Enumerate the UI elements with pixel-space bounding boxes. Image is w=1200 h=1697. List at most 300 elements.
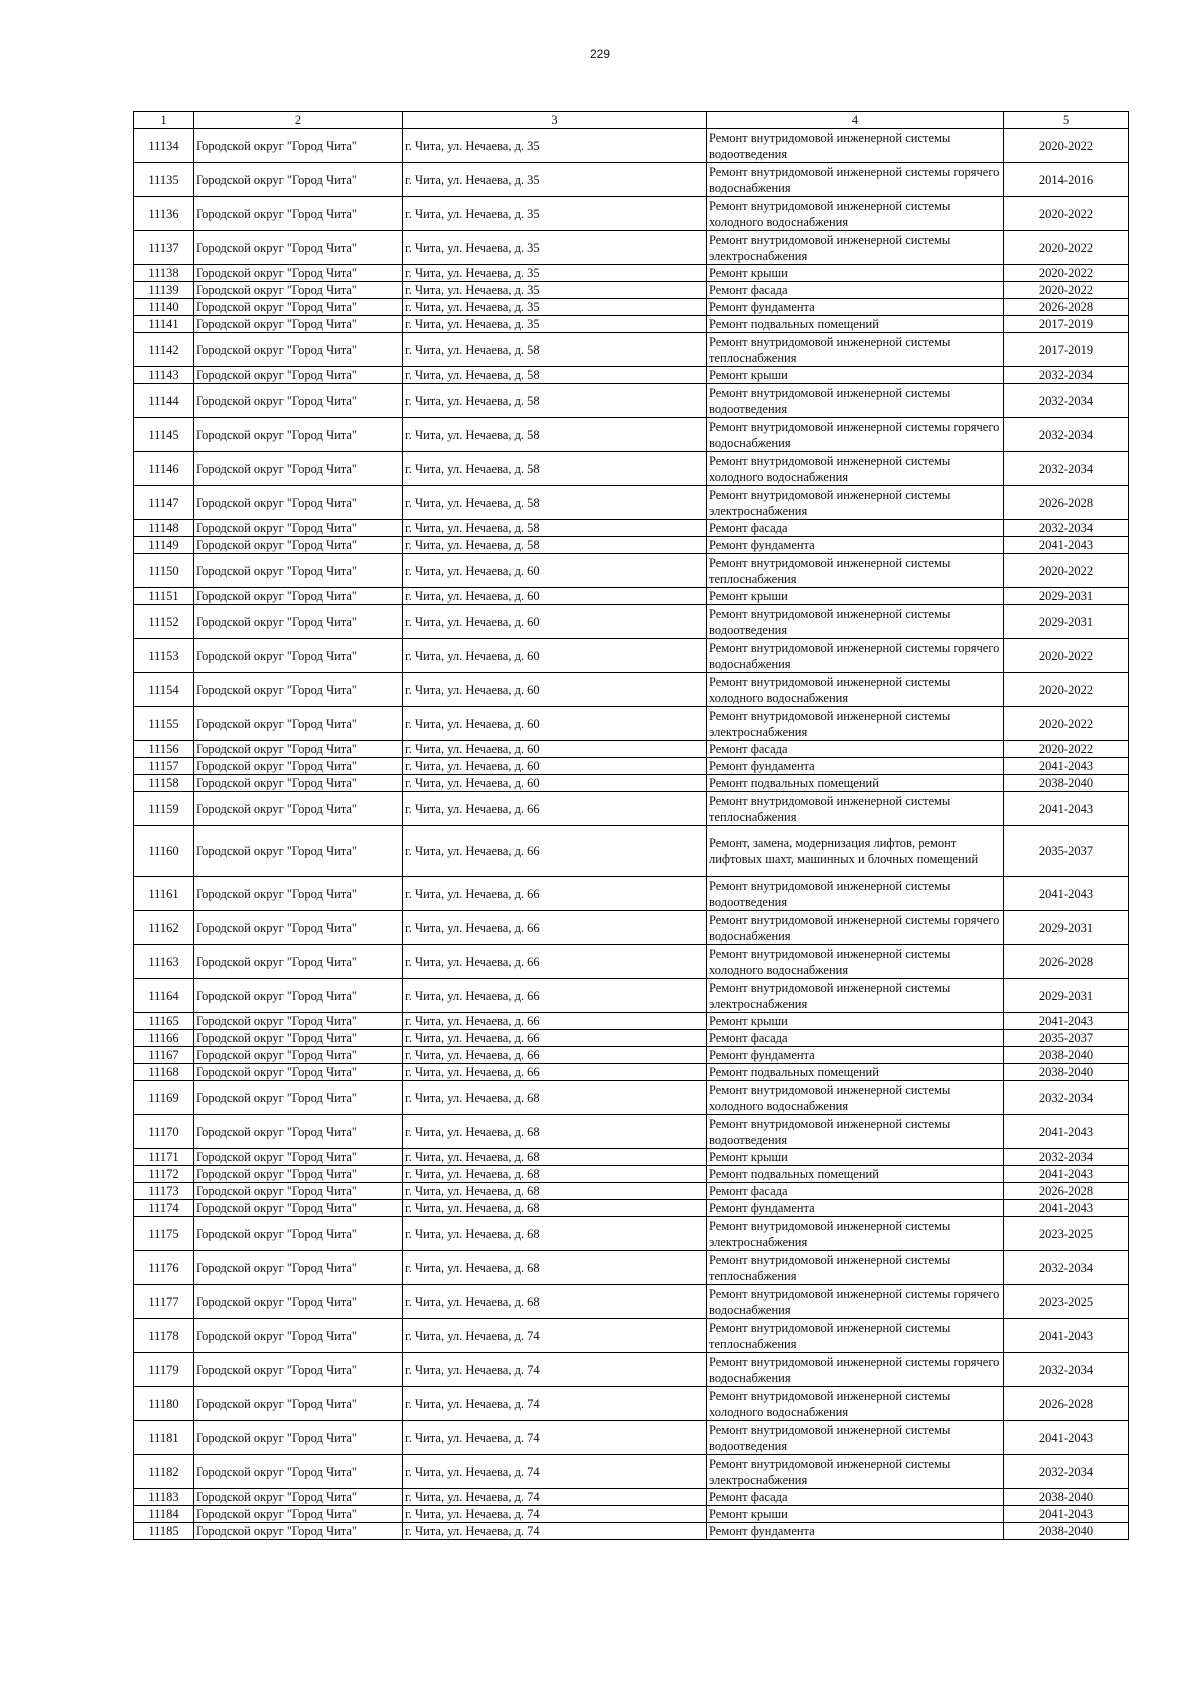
table-row [134, 673, 1129, 707]
cell-address: г. Чита, ул. Нечаева, д. 74 [403, 1455, 707, 1489]
column-header-1: 1 [134, 112, 194, 129]
cell-municipality: Городской округ "Город Чита" [194, 1251, 403, 1285]
cell-address: г. Чита, ул. Нечаева, д. 68 [403, 1183, 707, 1200]
cell-municipality: Городской округ "Город Чита" [194, 639, 403, 673]
table-row [134, 639, 1129, 673]
cell-work-type: Ремонт фасада [707, 1030, 1004, 1047]
cell-municipality: Городской округ "Город Чита" [194, 877, 403, 911]
cell-municipality: Городской округ "Город Чита" [194, 265, 403, 282]
cell-address: г. Чита, ул. Нечаева, д. 66 [403, 1013, 707, 1030]
cell-municipality: Городской округ "Город Чита" [194, 554, 403, 588]
cell-municipality: Городской округ "Город Чита" [194, 1047, 403, 1064]
cell-address: г. Чита, ул. Нечаева, д. 35 [403, 265, 707, 282]
cell-work-type: Ремонт внутридомовой инженерной системы водоотведения [707, 1421, 1004, 1455]
cell-period: 2041-2043 [1004, 1421, 1129, 1455]
table-row [134, 1149, 1129, 1166]
cell-work-type: Ремонт крыши [707, 1149, 1004, 1166]
cell-row-number: 11146 [134, 452, 194, 486]
cell-address: г. Чита, ул. Нечаева, д. 58 [403, 486, 707, 520]
cell-period: 2026-2028 [1004, 945, 1129, 979]
table-row [134, 1183, 1129, 1200]
cell-municipality: Городской округ "Город Чита" [194, 452, 403, 486]
cell-row-number: 11170 [134, 1115, 194, 1149]
cell-row-number: 11178 [134, 1319, 194, 1353]
table-row [134, 316, 1129, 333]
table-row [134, 826, 1129, 877]
cell-address: г. Чита, ул. Нечаева, д. 60 [403, 639, 707, 673]
cell-period: 2014-2016 [1004, 163, 1129, 197]
cell-work-type: Ремонт, замена, модернизация лифтов, ремонт лифтовых шахт, машинных и блочных помещений [707, 826, 1004, 877]
cell-row-number: 11152 [134, 605, 194, 639]
table-row [134, 537, 1129, 554]
cell-municipality: Городской округ "Город Чита" [194, 1149, 403, 1166]
cell-work-type: Ремонт внутридомовой инженерной системы горячего водоснабжения [707, 639, 1004, 673]
cell-period: 2041-2043 [1004, 1319, 1129, 1353]
cell-work-type: Ремонт внутридомовой инженерной системы горячего водоснабжения [707, 163, 1004, 197]
cell-row-number: 11159 [134, 792, 194, 826]
table-row [134, 588, 1129, 605]
cell-row-number: 11172 [134, 1166, 194, 1183]
table-row [134, 452, 1129, 486]
cell-period: 2038-2040 [1004, 1047, 1129, 1064]
cell-work-type: Ремонт фундамента [707, 1200, 1004, 1217]
cell-period: 2041-2043 [1004, 758, 1129, 775]
cell-municipality: Городской округ "Город Чита" [194, 911, 403, 945]
cell-municipality: Городской округ "Город Чита" [194, 741, 403, 758]
cell-row-number: 11141 [134, 316, 194, 333]
table-row [134, 1064, 1129, 1081]
cell-row-number: 11142 [134, 333, 194, 367]
cell-municipality: Городской округ "Город Чита" [194, 1285, 403, 1319]
cell-work-type: Ремонт внутридомовой инженерной системы водоотведения [707, 605, 1004, 639]
cell-work-type: Ремонт внутридомовой инженерной системы горячего водоснабжения [707, 1353, 1004, 1387]
cell-address: г. Чита, ул. Нечаева, д. 66 [403, 1064, 707, 1081]
cell-municipality: Городской округ "Город Чита" [194, 163, 403, 197]
cell-row-number: 11165 [134, 1013, 194, 1030]
cell-row-number: 11148 [134, 520, 194, 537]
cell-period: 2032-2034 [1004, 1251, 1129, 1285]
table-row [134, 231, 1129, 265]
cell-work-type: Ремонт внутридомовой инженерной системы теплоснабжения [707, 1251, 1004, 1285]
table-row [134, 1166, 1129, 1183]
table-row [134, 605, 1129, 639]
cell-row-number: 11169 [134, 1081, 194, 1115]
cell-row-number: 11162 [134, 911, 194, 945]
cell-period: 2020-2022 [1004, 639, 1129, 673]
cell-work-type: Ремонт крыши [707, 1506, 1004, 1523]
cell-address: г. Чита, ул. Нечаева, д. 66 [403, 945, 707, 979]
cell-row-number: 11134 [134, 129, 194, 163]
cell-work-type: Ремонт внутридомовой инженерной системы теплоснабжения [707, 1319, 1004, 1353]
cell-address: г. Чита, ул. Нечаева, д. 58 [403, 537, 707, 554]
cell-municipality: Городской округ "Город Чита" [194, 231, 403, 265]
cell-work-type: Ремонт внутридомовой инженерной системы холодного водоснабжения [707, 1387, 1004, 1421]
cell-row-number: 11180 [134, 1387, 194, 1421]
table-row [134, 1047, 1129, 1064]
table-row [134, 911, 1129, 945]
cell-address: г. Чита, ул. Нечаева, д. 74 [403, 1523, 707, 1540]
cell-address: г. Чита, ул. Нечаева, д. 60 [403, 775, 707, 792]
cell-address: г. Чита, ул. Нечаева, д. 60 [403, 554, 707, 588]
cell-work-type: Ремонт внутридомовой инженерной системы горячего водоснабжения [707, 418, 1004, 452]
cell-row-number: 11184 [134, 1506, 194, 1523]
cell-address: г. Чита, ул. Нечаева, д. 74 [403, 1319, 707, 1353]
column-header-5: 5 [1004, 112, 1129, 129]
cell-period: 2026-2028 [1004, 1387, 1129, 1421]
cell-municipality: Городской округ "Город Чита" [194, 282, 403, 299]
cell-period: 2023-2025 [1004, 1285, 1129, 1319]
table-row [134, 1489, 1129, 1506]
cell-row-number: 11182 [134, 1455, 194, 1489]
cell-row-number: 11167 [134, 1047, 194, 1064]
cell-period: 2032-2034 [1004, 1081, 1129, 1115]
cell-work-type: Ремонт внутридомовой инженерной системы холодного водоснабжения [707, 452, 1004, 486]
cell-work-type: Ремонт внутридомовой инженерной системы электроснабжения [707, 486, 1004, 520]
cell-row-number: 11150 [134, 554, 194, 588]
cell-work-type: Ремонт внутридомовой инженерной системы холодного водоснабжения [707, 1081, 1004, 1115]
cell-municipality: Городской округ "Город Чита" [194, 826, 403, 877]
cell-row-number: 11168 [134, 1064, 194, 1081]
table-row [134, 1217, 1129, 1251]
cell-address: г. Чита, ул. Нечаева, д. 68 [403, 1251, 707, 1285]
cell-period: 2032-2034 [1004, 418, 1129, 452]
cell-row-number: 11171 [134, 1149, 194, 1166]
cell-address: г. Чита, ул. Нечаева, д. 60 [403, 758, 707, 775]
cell-municipality: Городской округ "Город Чита" [194, 979, 403, 1013]
cell-work-type: Ремонт крыши [707, 1013, 1004, 1030]
table-row [134, 520, 1129, 537]
cell-period: 2020-2022 [1004, 673, 1129, 707]
cell-address: г. Чита, ул. Нечаева, д. 66 [403, 1030, 707, 1047]
cell-address: г. Чита, ул. Нечаева, д. 68 [403, 1115, 707, 1149]
repair-schedule-table [133, 111, 1129, 1540]
table-row [134, 1506, 1129, 1523]
cell-period: 2041-2043 [1004, 1115, 1129, 1149]
cell-row-number: 11140 [134, 299, 194, 316]
cell-municipality: Городской округ "Город Чита" [194, 486, 403, 520]
table-row [134, 197, 1129, 231]
cell-work-type: Ремонт внутридомовой инженерной системы теплоснабжения [707, 792, 1004, 826]
cell-work-type: Ремонт внутридомовой инженерной системы теплоснабжения [707, 554, 1004, 588]
cell-period: 2038-2040 [1004, 1064, 1129, 1081]
cell-address: г. Чита, ул. Нечаева, д. 74 [403, 1506, 707, 1523]
table-row [134, 384, 1129, 418]
cell-work-type: Ремонт фасада [707, 1489, 1004, 1506]
cell-address: г. Чита, ул. Нечаева, д. 60 [403, 605, 707, 639]
cell-address: г. Чита, ул. Нечаева, д. 35 [403, 163, 707, 197]
cell-address: г. Чита, ул. Нечаева, д. 35 [403, 129, 707, 163]
cell-work-type: Ремонт внутридомовой инженерной системы электроснабжения [707, 1455, 1004, 1489]
cell-work-type: Ремонт внутридомовой инженерной системы горячего водоснабжения [707, 911, 1004, 945]
cell-address: г. Чита, ул. Нечаева, д. 68 [403, 1081, 707, 1115]
table-row [134, 741, 1129, 758]
cell-work-type: Ремонт внутридомовой инженерной системы теплоснабжения [707, 333, 1004, 367]
table-row [134, 792, 1129, 826]
cell-municipality: Городской округ "Город Чита" [194, 1506, 403, 1523]
cell-municipality: Городской округ "Город Чита" [194, 1217, 403, 1251]
header-row [134, 112, 1129, 129]
cell-row-number: 11160 [134, 826, 194, 877]
table-row [134, 1353, 1129, 1387]
table-row [134, 163, 1129, 197]
cell-work-type: Ремонт фундамента [707, 1523, 1004, 1540]
cell-address: г. Чита, ул. Нечаева, д. 66 [403, 826, 707, 877]
cell-period: 2032-2034 [1004, 1455, 1129, 1489]
table-row [134, 1455, 1129, 1489]
cell-row-number: 11173 [134, 1183, 194, 1200]
cell-row-number: 11138 [134, 265, 194, 282]
cell-period: 2032-2034 [1004, 1353, 1129, 1387]
cell-address: г. Чита, ул. Нечаева, д. 35 [403, 197, 707, 231]
cell-row-number: 11179 [134, 1353, 194, 1387]
cell-row-number: 11137 [134, 231, 194, 265]
table-row [134, 945, 1129, 979]
cell-work-type: Ремонт внутридомовой инженерной системы водоотведения [707, 129, 1004, 163]
cell-row-number: 11183 [134, 1489, 194, 1506]
cell-period: 2032-2034 [1004, 520, 1129, 537]
cell-municipality: Городской округ "Город Чита" [194, 1319, 403, 1353]
cell-row-number: 11158 [134, 775, 194, 792]
cell-work-type: Ремонт внутридомовой инженерной системы электроснабжения [707, 979, 1004, 1013]
cell-work-type: Ремонт подвальных помещений [707, 316, 1004, 333]
table-row [134, 707, 1129, 741]
cell-address: г. Чита, ул. Нечаева, д. 58 [403, 520, 707, 537]
cell-address: г. Чита, ул. Нечаева, д. 60 [403, 741, 707, 758]
cell-municipality: Городской округ "Город Чита" [194, 1200, 403, 1217]
table-row [134, 1200, 1129, 1217]
cell-municipality: Городской округ "Город Чита" [194, 673, 403, 707]
cell-work-type: Ремонт подвальных помещений [707, 1064, 1004, 1081]
cell-period: 2020-2022 [1004, 707, 1129, 741]
cell-address: г. Чита, ул. Нечаева, д. 66 [403, 1047, 707, 1064]
cell-row-number: 11175 [134, 1217, 194, 1251]
table-row [134, 299, 1129, 316]
cell-period: 2041-2043 [1004, 1166, 1129, 1183]
cell-period: 2041-2043 [1004, 1013, 1129, 1030]
cell-row-number: 11144 [134, 384, 194, 418]
cell-row-number: 11139 [134, 282, 194, 299]
cell-period: 2041-2043 [1004, 877, 1129, 911]
cell-work-type: Ремонт подвальных помещений [707, 1166, 1004, 1183]
cell-municipality: Городской округ "Город Чита" [194, 384, 403, 418]
cell-row-number: 11135 [134, 163, 194, 197]
table-body [134, 129, 1129, 1540]
cell-work-type: Ремонт внутридомовой инженерной системы водоотведения [707, 1115, 1004, 1149]
cell-work-type: Ремонт фасада [707, 1183, 1004, 1200]
cell-work-type: Ремонт внутридомовой инженерной системы холодного водоснабжения [707, 673, 1004, 707]
cell-period: 2020-2022 [1004, 129, 1129, 163]
cell-address: г. Чита, ул. Нечаева, д. 74 [403, 1387, 707, 1421]
table-row [134, 129, 1129, 163]
table-row [134, 1319, 1129, 1353]
cell-address: г. Чита, ул. Нечаева, д. 74 [403, 1421, 707, 1455]
cell-period: 2041-2043 [1004, 792, 1129, 826]
cell-row-number: 11161 [134, 877, 194, 911]
cell-row-number: 11143 [134, 367, 194, 384]
cell-row-number: 11153 [134, 639, 194, 673]
cell-address: г. Чита, ул. Нечаева, д. 74 [403, 1489, 707, 1506]
cell-address: г. Чита, ул. Нечаева, д. 35 [403, 231, 707, 265]
cell-municipality: Городской округ "Город Чита" [194, 367, 403, 384]
cell-period: 2038-2040 [1004, 1523, 1129, 1540]
column-header-2: 2 [194, 112, 403, 129]
cell-address: г. Чита, ул. Нечаева, д. 35 [403, 299, 707, 316]
cell-municipality: Городской округ "Город Чита" [194, 605, 403, 639]
cell-row-number: 11166 [134, 1030, 194, 1047]
cell-work-type: Ремонт внутридомовой инженерной системы водоотведения [707, 384, 1004, 418]
cell-work-type: Ремонт внутридомовой инженерной системы электроснабжения [707, 231, 1004, 265]
cell-period: 2041-2043 [1004, 537, 1129, 554]
cell-row-number: 11147 [134, 486, 194, 520]
table-row [134, 333, 1129, 367]
table-row [134, 282, 1129, 299]
cell-work-type: Ремонт внутридомовой инженерной системы электроснабжения [707, 1217, 1004, 1251]
cell-period: 2032-2034 [1004, 367, 1129, 384]
cell-period: 2020-2022 [1004, 197, 1129, 231]
cell-period: 2032-2034 [1004, 1149, 1129, 1166]
cell-period: 2017-2019 [1004, 333, 1129, 367]
cell-address: г. Чита, ул. Нечаева, д. 58 [403, 418, 707, 452]
cell-period: 2041-2043 [1004, 1506, 1129, 1523]
cell-period: 2029-2031 [1004, 588, 1129, 605]
cell-work-type: Ремонт подвальных помещений [707, 775, 1004, 792]
cell-period: 2026-2028 [1004, 299, 1129, 316]
table-row [134, 367, 1129, 384]
cell-row-number: 11155 [134, 707, 194, 741]
page-number: 229 [589, 47, 611, 61]
cell-address: г. Чита, ул. Нечаева, д. 68 [403, 1285, 707, 1319]
cell-period: 2020-2022 [1004, 282, 1129, 299]
cell-work-type: Ремонт фасада [707, 282, 1004, 299]
cell-work-type: Ремонт внутридомовой инженерной системы холодного водоснабжения [707, 197, 1004, 231]
cell-row-number: 11177 [134, 1285, 194, 1319]
cell-address: г. Чита, ул. Нечаева, д. 68 [403, 1166, 707, 1183]
cell-work-type: Ремонт фундамента [707, 1047, 1004, 1064]
table-row [134, 1251, 1129, 1285]
cell-municipality: Городской округ "Город Чита" [194, 1489, 403, 1506]
cell-municipality: Городской округ "Город Чита" [194, 1387, 403, 1421]
cell-address: г. Чита, ул. Нечаева, д. 58 [403, 452, 707, 486]
cell-municipality: Городской округ "Город Чита" [194, 1064, 403, 1081]
cell-work-type: Ремонт фасада [707, 741, 1004, 758]
cell-row-number: 11163 [134, 945, 194, 979]
table-row [134, 418, 1129, 452]
cell-address: г. Чита, ул. Нечаева, д. 74 [403, 1353, 707, 1387]
table-row [134, 1421, 1129, 1455]
cell-address: г. Чита, ул. Нечаева, д. 58 [403, 333, 707, 367]
table-row [134, 979, 1129, 1013]
cell-municipality: Городской округ "Город Чита" [194, 129, 403, 163]
cell-municipality: Городской округ "Город Чита" [194, 945, 403, 979]
table-row [134, 758, 1129, 775]
cell-municipality: Городской округ "Город Чита" [194, 316, 403, 333]
cell-work-type: Ремонт внутридомовой инженерной системы холодного водоснабжения [707, 945, 1004, 979]
cell-row-number: 11149 [134, 537, 194, 554]
cell-municipality: Городской округ "Город Чита" [194, 1115, 403, 1149]
cell-period: 2041-2043 [1004, 1200, 1129, 1217]
column-header-4: 4 [707, 112, 1004, 129]
cell-address: г. Чита, ул. Нечаева, д. 66 [403, 792, 707, 826]
cell-municipality: Городской округ "Город Чита" [194, 333, 403, 367]
cell-municipality: Городской округ "Город Чита" [194, 1166, 403, 1183]
cell-row-number: 11157 [134, 758, 194, 775]
table-header [134, 112, 1129, 129]
cell-address: г. Чита, ул. Нечаева, д. 58 [403, 367, 707, 384]
cell-work-type: Ремонт фундамента [707, 537, 1004, 554]
cell-row-number: 11154 [134, 673, 194, 707]
cell-work-type: Ремонт крыши [707, 265, 1004, 282]
cell-municipality: Городской округ "Город Чита" [194, 299, 403, 316]
cell-address: г. Чита, ул. Нечаева, д. 60 [403, 707, 707, 741]
cell-period: 2020-2022 [1004, 554, 1129, 588]
cell-municipality: Городской округ "Город Чита" [194, 775, 403, 792]
table-row [134, 1115, 1129, 1149]
cell-period: 2020-2022 [1004, 741, 1129, 758]
cell-address: г. Чита, ул. Нечаева, д. 66 [403, 911, 707, 945]
cell-period: 2023-2025 [1004, 1217, 1129, 1251]
cell-period: 2032-2034 [1004, 452, 1129, 486]
cell-work-type: Ремонт крыши [707, 588, 1004, 605]
cell-period: 2026-2028 [1004, 1183, 1129, 1200]
cell-municipality: Городской округ "Город Чита" [194, 758, 403, 775]
cell-municipality: Городской округ "Город Чита" [194, 1013, 403, 1030]
cell-work-type: Ремонт внутридомовой инженерной системы горячего водоснабжения [707, 1285, 1004, 1319]
table-row [134, 1285, 1129, 1319]
cell-row-number: 11145 [134, 418, 194, 452]
cell-period: 2038-2040 [1004, 1489, 1129, 1506]
cell-municipality: Городской округ "Город Чита" [194, 1421, 403, 1455]
table-row [134, 1387, 1129, 1421]
cell-work-type: Ремонт внутридомовой инженерной системы электроснабжения [707, 707, 1004, 741]
cell-period: 2035-2037 [1004, 1030, 1129, 1047]
cell-work-type: Ремонт фасада [707, 520, 1004, 537]
cell-work-type: Ремонт внутридомовой инженерной системы водоотведения [707, 877, 1004, 911]
cell-work-type: Ремонт фундамента [707, 758, 1004, 775]
column-header-3: 3 [403, 112, 707, 129]
table-row [134, 775, 1129, 792]
cell-period: 2029-2031 [1004, 605, 1129, 639]
cell-address: г. Чита, ул. Нечаева, д. 66 [403, 877, 707, 911]
cell-period: 2029-2031 [1004, 911, 1129, 945]
table-row [134, 265, 1129, 282]
cell-municipality: Городской округ "Город Чита" [194, 792, 403, 826]
cell-municipality: Городской округ "Город Чита" [194, 1455, 403, 1489]
cell-address: г. Чита, ул. Нечаева, д. 58 [403, 384, 707, 418]
cell-address: г. Чита, ул. Нечаева, д. 68 [403, 1149, 707, 1166]
cell-municipality: Городской округ "Город Чита" [194, 1523, 403, 1540]
cell-address: г. Чита, ул. Нечаева, д. 60 [403, 673, 707, 707]
table-row [134, 1013, 1129, 1030]
cell-row-number: 11164 [134, 979, 194, 1013]
cell-municipality: Городской округ "Город Чита" [194, 588, 403, 605]
cell-period: 2020-2022 [1004, 231, 1129, 265]
cell-municipality: Городской округ "Город Чита" [194, 520, 403, 537]
cell-address: г. Чита, ул. Нечаева, д. 66 [403, 979, 707, 1013]
cell-municipality: Городской округ "Город Чита" [194, 1353, 403, 1387]
table-row [134, 1523, 1129, 1540]
cell-municipality: Городской округ "Город Чита" [194, 1030, 403, 1047]
cell-address: г. Чита, ул. Нечаева, д. 60 [403, 588, 707, 605]
table-row [134, 877, 1129, 911]
table-row [134, 1030, 1129, 1047]
cell-row-number: 11185 [134, 1523, 194, 1540]
cell-row-number: 11156 [134, 741, 194, 758]
cell-municipality: Городской округ "Город Чита" [194, 1183, 403, 1200]
cell-period: 2035-2037 [1004, 826, 1129, 877]
cell-row-number: 11174 [134, 1200, 194, 1217]
cell-municipality: Городской округ "Город Чита" [194, 707, 403, 741]
cell-municipality: Городской округ "Город Чита" [194, 1081, 403, 1115]
